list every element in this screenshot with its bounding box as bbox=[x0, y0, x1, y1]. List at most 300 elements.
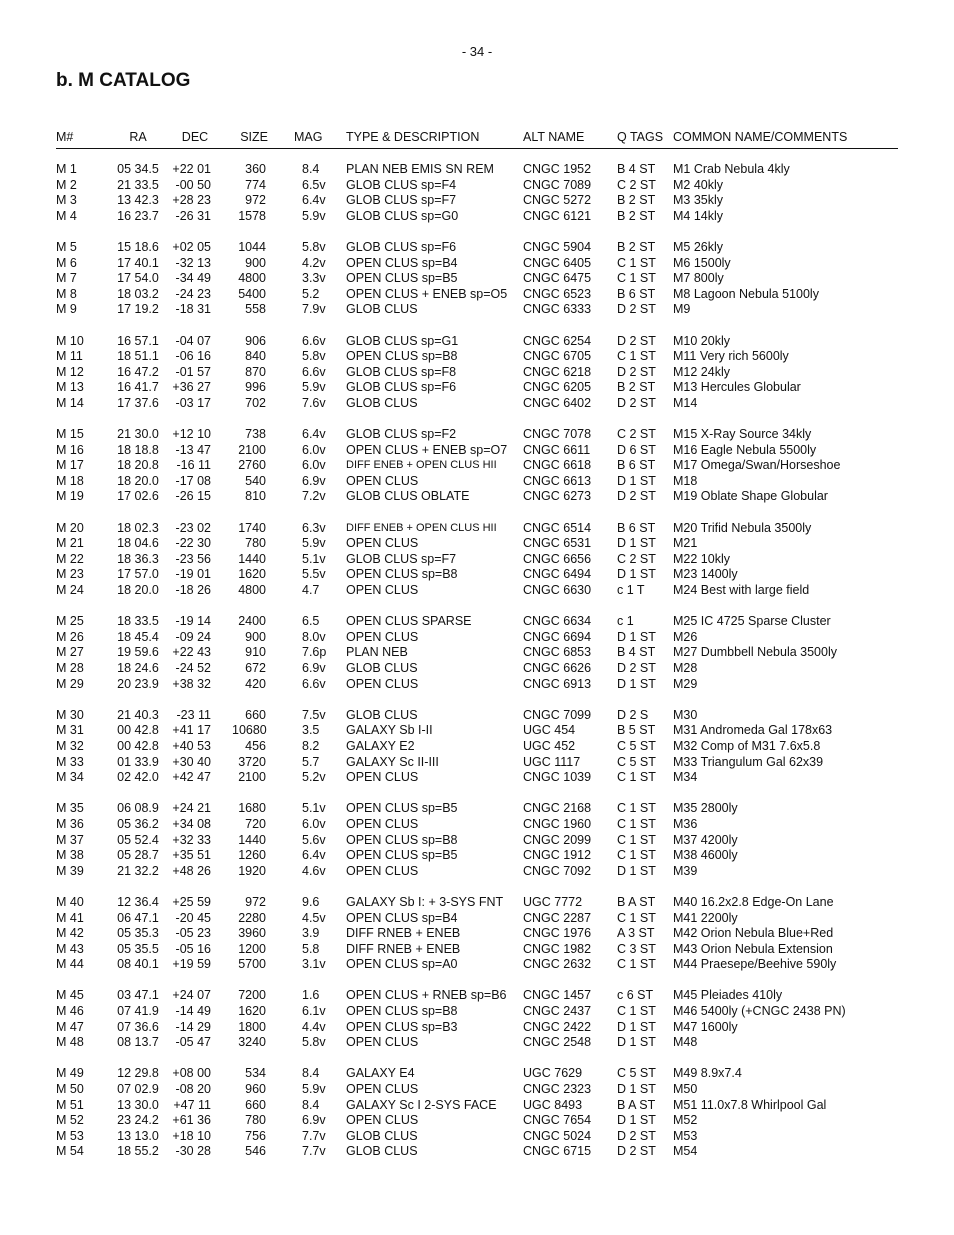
catalog-number: M 53 bbox=[56, 1128, 84, 1143]
row-group bbox=[56, 988, 898, 1050]
catalog-number: M 32 bbox=[56, 738, 84, 753]
table-row bbox=[56, 817, 898, 833]
declination: +40 53 bbox=[172, 738, 211, 753]
type-description: GALAXY Sc I 2-SYS FACE bbox=[346, 1097, 497, 1112]
right-ascension: 17 19.2 bbox=[117, 302, 159, 317]
q-tags: D 1 ST bbox=[617, 1082, 656, 1097]
right-ascension: 23 24.2 bbox=[117, 1113, 159, 1128]
right-ascension: 18 36.3 bbox=[117, 551, 159, 566]
q-tags: D 2 ST bbox=[617, 489, 656, 504]
right-ascension: 13 13.0 bbox=[117, 1128, 159, 1143]
alt-name: CNGC 6611 bbox=[523, 442, 591, 457]
type-description: OPEN CLUS sp=B8 bbox=[346, 1004, 458, 1019]
magnitude: 6.3v bbox=[302, 520, 326, 535]
right-ascension: 07 02.9 bbox=[117, 1082, 159, 1097]
q-tags: B 6 ST bbox=[617, 520, 656, 535]
type-description: OPEN CLUS sp=B5 bbox=[346, 801, 458, 816]
table-row bbox=[56, 957, 898, 973]
q-tags: D 2 ST bbox=[617, 302, 656, 317]
magnitude: 6.0v bbox=[302, 816, 326, 831]
alt-name: UGC 454 bbox=[523, 723, 576, 738]
column-header: M# bbox=[56, 130, 74, 144]
magnitude: 6.0v bbox=[302, 458, 326, 473]
common-name: M16 Eagle Nebula 5500ly bbox=[673, 442, 817, 457]
alt-name: CNGC 6494 bbox=[523, 567, 592, 582]
common-name: M3 35kly bbox=[673, 193, 724, 208]
declination: +22 01 bbox=[172, 162, 211, 176]
common-name: M27 Dumbbell Nebula 3500ly bbox=[673, 645, 837, 660]
catalog-number: M 31 bbox=[56, 723, 84, 738]
size: 2100 bbox=[238, 770, 266, 785]
q-tags: B 4 ST bbox=[617, 162, 656, 176]
common-name: M10 20kly bbox=[673, 333, 730, 348]
type-description: GLOB CLUS sp=F7 bbox=[346, 551, 457, 566]
alt-name: CNGC 6715 bbox=[523, 1144, 592, 1159]
type-description: GLOB CLUS sp=F7 bbox=[346, 193, 457, 208]
table-row bbox=[56, 349, 898, 365]
common-name: M26 bbox=[673, 629, 698, 644]
right-ascension: 18 20.0 bbox=[117, 473, 159, 488]
alt-name: CNGC 1960 bbox=[523, 816, 592, 831]
size: 1620 bbox=[238, 567, 266, 582]
type-description: GLOB CLUS bbox=[346, 395, 418, 410]
right-ascension: 13 42.3 bbox=[117, 193, 159, 208]
common-name: M6 1500ly bbox=[673, 255, 731, 270]
q-tags: D 2 ST bbox=[617, 661, 656, 675]
alt-name: UGC 452 bbox=[523, 738, 576, 753]
right-ascension: 17 37.6 bbox=[117, 395, 159, 410]
type-description: GALAXY Sb I: + 3-SYS FNT bbox=[346, 894, 504, 909]
magnitude: 6.9v bbox=[302, 1113, 326, 1128]
q-tags: D 1 ST bbox=[617, 536, 656, 551]
table-row bbox=[56, 287, 898, 303]
row-group bbox=[56, 521, 898, 599]
q-tags: D 2 ST bbox=[617, 1144, 656, 1159]
type-description: PLAN NEB bbox=[346, 645, 408, 660]
magnitude: 6.6v bbox=[302, 364, 326, 379]
size: 996 bbox=[245, 380, 266, 395]
q-tags: C 1 ST bbox=[617, 349, 656, 364]
column-header: Q TAGS bbox=[617, 130, 664, 144]
common-name: M5 26kly bbox=[673, 239, 724, 254]
catalog-number: M 4 bbox=[56, 208, 77, 223]
size: 960 bbox=[245, 1082, 266, 1097]
size: 1440 bbox=[238, 832, 266, 847]
right-ascension: 08 40.1 bbox=[117, 957, 159, 972]
right-ascension: 07 36.6 bbox=[117, 1019, 159, 1034]
declination: -05 16 bbox=[175, 941, 211, 956]
declination: -19 01 bbox=[175, 567, 211, 582]
type-description: OPEN CLUS sp=B8 bbox=[346, 832, 458, 847]
type-description: GALAXY E2 bbox=[346, 738, 415, 753]
common-name: M24 Best with large field bbox=[673, 583, 810, 598]
type-description: GLOB CLUS sp=G0 bbox=[346, 208, 459, 223]
type-description: DIFF RNEB + ENEB bbox=[346, 926, 461, 941]
magnitude: 8.4 bbox=[302, 162, 320, 176]
size: 540 bbox=[245, 473, 266, 488]
alt-name: CNGC 6618 bbox=[523, 458, 592, 473]
magnitude: 6.4v bbox=[302, 427, 326, 442]
alt-name: CNGC 2437 bbox=[523, 1004, 592, 1019]
right-ascension: 18 24.6 bbox=[117, 661, 159, 675]
common-name: M41 2200ly bbox=[673, 910, 738, 925]
magnitude: 7.6p bbox=[302, 645, 327, 660]
q-tags: c 6 ST bbox=[617, 988, 654, 1003]
declination: -19 14 bbox=[175, 614, 211, 629]
common-name: M53 bbox=[673, 1128, 698, 1143]
q-tags: D 2 ST bbox=[617, 395, 656, 410]
type-description: OPEN CLUS sp=B8 bbox=[346, 349, 458, 364]
magnitude: 4.5v bbox=[302, 910, 326, 925]
type-description: PLAN NEB EMIS SN REM bbox=[346, 162, 494, 176]
right-ascension: 17 02.6 bbox=[117, 489, 159, 504]
alt-name: CNGC 6402 bbox=[523, 395, 592, 410]
size: 870 bbox=[245, 364, 266, 379]
column-header: DEC bbox=[181, 130, 209, 144]
type-description: GLOB CLUS bbox=[346, 302, 418, 317]
alt-name: CNGC 6694 bbox=[523, 629, 592, 644]
row-group bbox=[56, 895, 898, 973]
right-ascension: 16 57.1 bbox=[117, 333, 159, 348]
right-ascension: 18 02.3 bbox=[117, 520, 159, 535]
size: 910 bbox=[245, 645, 266, 660]
q-tags: C 3 ST bbox=[617, 941, 656, 956]
magnitude: 8.2 bbox=[302, 738, 320, 753]
catalog-number: M 5 bbox=[56, 239, 77, 254]
magnitude: 5.9v bbox=[302, 536, 326, 551]
type-description: GLOB CLUS bbox=[346, 1144, 418, 1159]
common-name: M25 IC 4725 Sparse Cluster bbox=[673, 614, 831, 629]
catalog-number: M 51 bbox=[56, 1097, 84, 1112]
magnitude: 6.0v bbox=[302, 442, 326, 457]
catalog-number: M 50 bbox=[56, 1082, 84, 1097]
table-header bbox=[56, 130, 898, 149]
table-row bbox=[56, 723, 898, 739]
magnitude: 7.2v bbox=[302, 489, 326, 504]
catalog-number: M 40 bbox=[56, 894, 84, 909]
right-ascension: 03 47.1 bbox=[117, 988, 159, 1003]
alt-name: CNGC 2287 bbox=[523, 910, 592, 925]
type-description: GLOB CLUS sp=F2 bbox=[346, 427, 457, 442]
size: 702 bbox=[245, 395, 266, 410]
catalog-number: M 47 bbox=[56, 1019, 84, 1034]
alt-name: CNGC 6853 bbox=[523, 645, 592, 660]
alt-name: CNGC 6634 bbox=[523, 614, 592, 629]
alt-name: CNGC 1912 bbox=[523, 848, 592, 863]
catalog-number: M 29 bbox=[56, 676, 84, 691]
catalog-table bbox=[56, 162, 898, 1176]
size: 1680 bbox=[238, 801, 266, 816]
magnitude: 5.8v bbox=[302, 239, 326, 254]
catalog-number: M 11 bbox=[56, 349, 83, 364]
q-tags: D 1 ST bbox=[617, 629, 656, 644]
right-ascension: 17 57.0 bbox=[117, 567, 159, 582]
magnitude: 6.5v bbox=[302, 177, 326, 192]
common-name: M8 Lagoon Nebula 5100ly bbox=[673, 286, 819, 301]
q-tags: D 2 ST bbox=[617, 1128, 656, 1143]
magnitude: 5.6v bbox=[302, 832, 326, 847]
declination: -24 52 bbox=[175, 661, 211, 675]
alt-name: CNGC 2422 bbox=[523, 1019, 592, 1034]
table-row bbox=[56, 521, 898, 537]
catalog-number: M 19 bbox=[56, 489, 84, 504]
type-description: OPEN CLUS bbox=[346, 770, 419, 785]
table-row bbox=[56, 1098, 898, 1114]
alt-name: CNGC 7089 bbox=[523, 177, 592, 192]
table-row bbox=[56, 1035, 898, 1051]
magnitude: 5.1v bbox=[302, 801, 326, 816]
table-row bbox=[56, 443, 898, 459]
q-tags: D 6 ST bbox=[617, 442, 656, 457]
size: 660 bbox=[245, 707, 266, 722]
table-row bbox=[56, 801, 898, 817]
q-tags: B 2 ST bbox=[617, 193, 656, 208]
catalog-number: M 54 bbox=[56, 1144, 84, 1159]
common-name: M32 Comp of M31 7.6x5.8 bbox=[673, 738, 821, 753]
q-tags: c 1 bbox=[617, 614, 634, 629]
catalog-number: M 21 bbox=[56, 536, 84, 551]
table-row bbox=[56, 583, 898, 599]
magnitude: 5.8v bbox=[302, 1035, 326, 1050]
column-header: TYPE & DESCRIPTION bbox=[346, 130, 480, 144]
declination: +02 05 bbox=[172, 239, 211, 254]
q-tags: D 2 ST bbox=[617, 364, 656, 379]
declination: -09 24 bbox=[175, 629, 211, 644]
table-row bbox=[56, 162, 898, 178]
alt-name: CNGC 6121 bbox=[523, 208, 592, 223]
common-name: M45 Pleiades 410ly bbox=[673, 988, 783, 1003]
common-name: M34 bbox=[673, 770, 698, 785]
table-row bbox=[56, 536, 898, 552]
declination: +24 07 bbox=[172, 988, 211, 1003]
q-tags: B 2 ST bbox=[617, 208, 656, 223]
declination: +35 51 bbox=[172, 848, 211, 863]
size: 1800 bbox=[238, 1019, 266, 1034]
size: 10680 bbox=[232, 723, 267, 738]
table-row bbox=[56, 708, 898, 724]
common-name: M4 14kly bbox=[673, 208, 724, 223]
type-description: OPEN CLUS bbox=[346, 863, 419, 878]
q-tags: B 6 ST bbox=[617, 458, 656, 473]
type-description: OPEN CLUS bbox=[346, 676, 419, 691]
declination: -18 31 bbox=[175, 302, 211, 317]
type-description: GLOB CLUS sp=F6 bbox=[346, 239, 457, 254]
alt-name: CNGC 2168 bbox=[523, 801, 592, 816]
common-name: M46 5400ly (+CNGC 2438 PN) bbox=[673, 1004, 846, 1019]
type-description: GLOB CLUS bbox=[346, 661, 418, 675]
common-name: M40 16.2x2.8 Edge-On Lane bbox=[673, 894, 834, 909]
size: 972 bbox=[245, 894, 266, 909]
type-description: OPEN CLUS + RNEB sp=B6 bbox=[346, 988, 507, 1003]
table-row bbox=[56, 1129, 898, 1145]
table-row bbox=[56, 614, 898, 630]
declination: +41 17 bbox=[172, 723, 211, 738]
size: 780 bbox=[245, 1113, 266, 1128]
common-name: M37 4200ly bbox=[673, 832, 738, 847]
table-row bbox=[56, 365, 898, 381]
right-ascension: 05 35.3 bbox=[117, 926, 159, 941]
alt-name: CNGC 6626 bbox=[523, 661, 592, 675]
right-ascension: 21 33.5 bbox=[117, 177, 159, 192]
right-ascension: 21 40.3 bbox=[117, 707, 159, 722]
right-ascension: 18 04.6 bbox=[117, 536, 159, 551]
common-name: M1 Crab Nebula 4kly bbox=[673, 162, 790, 176]
table-row bbox=[56, 334, 898, 350]
common-name: M48 bbox=[673, 1035, 698, 1050]
magnitude: 5.2v bbox=[302, 770, 326, 785]
right-ascension: 16 41.7 bbox=[117, 380, 159, 395]
table-row bbox=[56, 380, 898, 396]
type-description: OPEN CLUS sp=B5 bbox=[346, 271, 458, 286]
type-description: GALAXY Sc II-III bbox=[346, 754, 439, 769]
size: 558 bbox=[245, 302, 266, 317]
declination: -20 45 bbox=[175, 910, 211, 925]
type-description: OPEN CLUS SPARSE bbox=[346, 614, 472, 629]
common-name: M51 11.0x7.8 Whirlpool Gal bbox=[673, 1097, 827, 1112]
common-name: M21 bbox=[673, 536, 698, 551]
type-description: DIFF ENEB + OPEN CLUS HII bbox=[346, 521, 497, 534]
magnitude: 4.7 bbox=[302, 583, 320, 598]
common-name: M39 bbox=[673, 863, 698, 878]
common-name: M28 bbox=[673, 661, 698, 675]
table-row bbox=[56, 988, 898, 1004]
size: 774 bbox=[245, 177, 266, 192]
row-group bbox=[56, 1066, 898, 1160]
catalog-number: M 38 bbox=[56, 848, 84, 863]
magnitude: 5.1v bbox=[302, 551, 326, 566]
size: 1044 bbox=[238, 239, 266, 254]
magnitude: 6.6v bbox=[302, 333, 326, 348]
size: 4800 bbox=[238, 583, 266, 598]
row-group bbox=[56, 162, 898, 224]
size: 2400 bbox=[238, 614, 266, 629]
table-row bbox=[56, 302, 898, 318]
size: 1620 bbox=[238, 1004, 266, 1019]
declination: -26 15 bbox=[175, 489, 211, 504]
right-ascension: 19 59.6 bbox=[117, 645, 159, 660]
table-row bbox=[56, 864, 898, 880]
catalog-number: M 52 bbox=[56, 1113, 84, 1128]
right-ascension: 18 18.8 bbox=[117, 442, 159, 457]
type-description: GLOB CLUS sp=F6 bbox=[346, 380, 457, 395]
q-tags: C 1 ST bbox=[617, 848, 656, 863]
magnitude: 6.9v bbox=[302, 473, 326, 488]
type-description: OPEN CLUS sp=B3 bbox=[346, 1019, 458, 1034]
right-ascension: 05 36.2 bbox=[117, 816, 159, 831]
catalog-number: M 3 bbox=[56, 193, 77, 208]
type-description: OPEN CLUS sp=B8 bbox=[346, 567, 458, 582]
magnitude: 5.8 bbox=[302, 941, 320, 956]
q-tags: C 1 ST bbox=[617, 770, 656, 785]
magnitude: 7.9v bbox=[302, 302, 326, 317]
declination: -30 28 bbox=[175, 1144, 211, 1159]
right-ascension: 01 33.9 bbox=[117, 754, 159, 769]
table-row bbox=[56, 552, 898, 568]
magnitude: 4.6v bbox=[302, 863, 326, 878]
catalog-number: M 18 bbox=[56, 473, 84, 488]
alt-name: CNGC 6333 bbox=[523, 302, 592, 317]
table-row bbox=[56, 661, 898, 677]
catalog-number: M 8 bbox=[56, 286, 77, 301]
declination: +34 08 bbox=[172, 816, 211, 831]
magnitude: 4.4v bbox=[302, 1019, 326, 1034]
common-name: M13 Hercules Globular bbox=[673, 380, 801, 395]
magnitude: 7.7v bbox=[302, 1128, 326, 1143]
declination: -13 47 bbox=[175, 442, 211, 457]
right-ascension: 12 36.4 bbox=[117, 894, 159, 909]
magnitude: 6.6v bbox=[302, 676, 326, 691]
declination: +24 21 bbox=[172, 801, 211, 816]
magnitude: 8.4 bbox=[302, 1097, 320, 1112]
alt-name: CNGC 7078 bbox=[523, 427, 592, 442]
catalog-number: M 33 bbox=[56, 754, 84, 769]
q-tags: D 1 ST bbox=[617, 473, 656, 488]
declination: +25 59 bbox=[172, 894, 211, 909]
right-ascension: 00 42.8 bbox=[117, 723, 159, 738]
table-row bbox=[56, 1020, 898, 1036]
table-row bbox=[56, 193, 898, 209]
row-group bbox=[56, 801, 898, 879]
size: 5400 bbox=[238, 286, 266, 301]
table-row bbox=[56, 770, 898, 786]
declination: +32 33 bbox=[172, 832, 211, 847]
catalog-number: M 30 bbox=[56, 707, 84, 722]
alt-name: CNGC 1976 bbox=[523, 926, 592, 941]
alt-name: CNGC 7099 bbox=[523, 707, 592, 722]
common-name: M7 800ly bbox=[673, 271, 724, 286]
right-ascension: 18 55.2 bbox=[117, 1144, 159, 1159]
table-row bbox=[56, 677, 898, 693]
catalog-number: M 45 bbox=[56, 988, 84, 1003]
right-ascension: 05 35.5 bbox=[117, 941, 159, 956]
right-ascension: 18 45.4 bbox=[117, 629, 159, 644]
alt-name: CNGC 1952 bbox=[523, 162, 592, 176]
alt-name: CNGC 1039 bbox=[523, 770, 592, 785]
magnitude: 7.6v bbox=[302, 395, 326, 410]
catalog-number: M 41 bbox=[56, 910, 84, 925]
declination: -24 23 bbox=[175, 286, 211, 301]
q-tags: D 2 S bbox=[617, 707, 649, 722]
catalog-number: M 15 bbox=[56, 427, 84, 442]
row-group bbox=[56, 334, 898, 412]
q-tags: D 1 ST bbox=[617, 676, 656, 691]
declination: -14 49 bbox=[175, 1004, 211, 1019]
q-tags: C 1 ST bbox=[617, 801, 656, 816]
right-ascension: 06 47.1 bbox=[117, 910, 159, 925]
size: 3240 bbox=[238, 1035, 266, 1050]
magnitude: 5.8v bbox=[302, 349, 326, 364]
declination: +42 47 bbox=[172, 770, 211, 785]
alt-name: CNGC 5024 bbox=[523, 1128, 592, 1143]
page-number: - 34 - bbox=[461, 44, 493, 59]
catalog-number: M 43 bbox=[56, 941, 84, 956]
catalog-number: M 34 bbox=[56, 770, 84, 785]
catalog-number: M 12 bbox=[56, 364, 84, 379]
catalog-number: M 20 bbox=[56, 520, 84, 535]
type-description: GALAXY E4 bbox=[346, 1066, 415, 1081]
catalog-number: M 2 bbox=[56, 177, 77, 192]
table-row bbox=[56, 926, 898, 942]
row-group bbox=[56, 240, 898, 318]
table-row bbox=[56, 848, 898, 864]
row-group bbox=[56, 427, 898, 505]
alt-name: CNGC 2323 bbox=[523, 1082, 592, 1097]
q-tags: B 2 ST bbox=[617, 239, 656, 254]
q-tags: C 1 ST bbox=[617, 271, 656, 286]
common-name: M29 bbox=[673, 676, 698, 691]
right-ascension: 06 08.9 bbox=[117, 801, 159, 816]
size: 2100 bbox=[238, 442, 266, 457]
